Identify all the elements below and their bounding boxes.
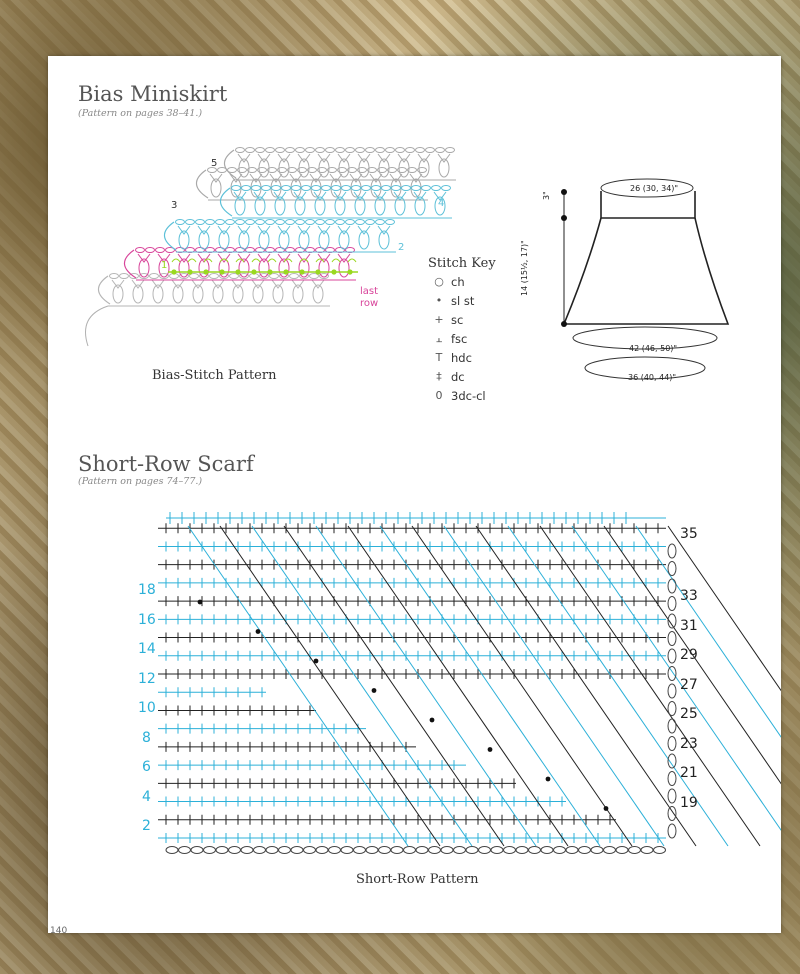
chain-stitch-mark	[366, 148, 375, 153]
edge-chain-mark	[668, 649, 676, 663]
foundation-chain-mark	[329, 847, 341, 854]
edge-chain-mark	[668, 632, 676, 646]
turning-chain	[196, 170, 208, 198]
v-stitch-mark	[278, 226, 290, 234]
chain-stitch-mark	[416, 148, 425, 153]
3dc-cl-icon: 0	[435, 389, 443, 402]
dc-icon: ‡	[436, 370, 442, 383]
bias-row-gray-5	[224, 148, 456, 181]
sl-st-dot-mark	[604, 806, 609, 811]
lime-arc-mark	[348, 259, 356, 262]
foundation-chain-mark	[479, 847, 491, 854]
chain-stitch-mark	[326, 220, 335, 225]
edge-chain-mark	[668, 562, 676, 576]
foundation-chain-mark	[391, 847, 403, 854]
v-stitch-mark	[290, 174, 302, 182]
bias-row-number: 5	[211, 158, 218, 169]
sl-st-dot-mark	[283, 269, 288, 274]
v-stitch-mark	[210, 174, 222, 182]
scarf-right-row-number: 27	[680, 676, 698, 693]
bias-row-number: 1	[161, 260, 168, 271]
foundation-chain-mark	[654, 847, 666, 854]
chain-stitch-mark	[266, 220, 275, 225]
chain-stitch-mark	[276, 148, 285, 153]
v-stitch-mark	[298, 226, 310, 234]
chain-stitch-mark	[186, 220, 195, 225]
foundation-chain-mark	[541, 847, 553, 854]
chain-stitch-mark	[392, 186, 401, 191]
chain-stitch-mark	[246, 148, 255, 153]
chain-stitch-mark	[362, 186, 371, 191]
foundation-chain-mark	[404, 847, 416, 854]
chain-stitch-mark	[150, 274, 159, 279]
scarf-right-row-number: 25	[680, 706, 698, 722]
chain-stitch-mark	[302, 186, 311, 191]
foundation-chain-mark	[504, 847, 516, 854]
chain-stitch-mark	[216, 220, 225, 225]
v-stitch-mark	[438, 154, 450, 162]
chain-stitch-mark	[336, 148, 345, 153]
v-stitch-mark	[278, 154, 290, 162]
sl-st-dot-mark	[219, 269, 224, 274]
sl-st-dot-mark	[256, 629, 261, 634]
chain-stitch-mark	[232, 186, 241, 191]
fsc-icon: ⫠	[435, 332, 443, 345]
foundation-chain-mark	[629, 847, 641, 854]
chain-stitch-mark	[356, 148, 365, 153]
foundation-chain-mark	[441, 847, 453, 854]
turning-chain	[224, 150, 236, 178]
chain-stitch-mark	[110, 274, 119, 279]
foundation-chain-mark	[616, 847, 628, 854]
scarf-right-row-number: 21	[680, 765, 698, 781]
sl-st-dot-mark	[299, 269, 304, 274]
scarf-left-row-number: 8	[142, 729, 151, 746]
v-stitch-mark	[258, 254, 270, 262]
chain-stitch-mark	[432, 186, 441, 191]
short-row-caption: Short-Row Pattern	[356, 872, 479, 887]
scarf-right-row-number: 33	[680, 588, 698, 604]
foundation-chain-mark	[166, 847, 178, 854]
chain-stitch-mark	[136, 248, 145, 253]
foundation-chain-mark	[229, 847, 241, 854]
v-stitch-mark	[292, 280, 304, 288]
chain-stitch-mark	[306, 148, 315, 153]
bias-row-number: 3	[171, 200, 178, 211]
v-stitch-mark	[338, 254, 350, 262]
dim-endpoint-dot	[561, 321, 567, 327]
foundation-chain-mark	[416, 847, 428, 854]
sl-st-dot-mark	[171, 269, 176, 274]
chain-stitch-mark	[312, 186, 321, 191]
stitch-key-label: fsc	[451, 332, 468, 346]
v-stitch-mark	[132, 280, 144, 288]
v-stitch-mark	[350, 174, 362, 182]
v-stitch-mark	[232, 280, 244, 288]
bias-row-teal-4	[220, 186, 452, 219]
stitch-key-label: ch	[451, 275, 465, 289]
foundation-chain-mark	[491, 847, 503, 854]
last-row-label: last	[360, 286, 379, 297]
miniskirt-subtitle: (Pattern on pages 38–41.)	[78, 108, 203, 119]
foundation-chain-mark	[641, 847, 653, 854]
diagonal-stitch-line	[540, 526, 760, 846]
foundation-chain-mark	[341, 847, 353, 854]
v-stitch-mark	[410, 174, 422, 182]
foundation-chain-mark	[554, 847, 566, 854]
foundation-chain-mark	[191, 847, 203, 854]
v-stitch-mark	[238, 226, 250, 234]
last-row-label: row	[360, 298, 379, 309]
chain-stitch-mark	[316, 148, 325, 153]
edge-chain-mark	[668, 719, 676, 733]
v-stitch-mark	[312, 280, 324, 288]
sl-st-dot-mark	[331, 269, 336, 274]
miniskirt-title: Bias Miniskirt	[78, 82, 228, 106]
chain-stitch-mark	[242, 186, 251, 191]
stitch-key-label: dc	[451, 370, 465, 384]
scarf-left-row-number: 10	[138, 700, 156, 716]
diagonal-stitch-line	[316, 526, 536, 846]
chain-stitch-mark	[206, 220, 215, 225]
chain-stitch-mark	[236, 148, 245, 153]
scarf-subtitle: (Pattern on pages 74–77.)	[78, 476, 203, 487]
edge-chain-mark	[668, 702, 676, 716]
stitch-key-label: hdc	[451, 351, 472, 365]
sl-st-dot-mark	[203, 269, 208, 274]
foundation-chain-mark	[254, 847, 266, 854]
scarf-right-row-number: 29	[680, 647, 698, 663]
chain-stitch-mark	[176, 220, 185, 225]
waistband-outline	[601, 191, 695, 218]
v-stitch-mark	[318, 154, 330, 162]
chain-stitch-mark	[276, 220, 285, 225]
scarf-left-row-number: 18	[138, 582, 156, 598]
scarf-title: Short-Row Scarf	[78, 452, 254, 476]
edge-chain-mark	[668, 667, 676, 681]
v-stitch-mark	[252, 280, 264, 288]
scarf-left-row-number: 4	[142, 788, 151, 805]
diagonal-stitch-line	[572, 526, 781, 846]
chain-stitch-mark	[196, 220, 205, 225]
scarf-right-row-number: 35	[680, 526, 698, 542]
edge-chain-mark	[668, 544, 676, 558]
waistband-measurement: 3"	[542, 191, 551, 200]
chain-stitch-mark	[346, 220, 355, 225]
chain-stitch-mark	[256, 220, 265, 225]
chain-stitch-mark	[252, 186, 261, 191]
v-stitch-mark	[298, 254, 310, 262]
chain-stitch-mark	[352, 186, 361, 191]
foundation-chain-mark	[379, 847, 391, 854]
foundation-chain-mark	[566, 847, 578, 854]
chain-stitch-mark	[326, 148, 335, 153]
chain-stitch-mark	[262, 186, 271, 191]
v-stitch-mark	[178, 226, 190, 234]
chain-stitch-mark	[256, 148, 265, 153]
scarf-left-row-number: 12	[138, 670, 156, 687]
lime-arc-mark	[332, 259, 340, 262]
chain-stitch-mark	[322, 186, 331, 191]
chain-stitch-mark	[306, 220, 315, 225]
chain-stitch-mark	[436, 148, 445, 153]
chain-stitch-mark	[446, 148, 455, 153]
chain-stitch-mark	[376, 148, 385, 153]
foundation-chain-mark	[179, 847, 191, 854]
turning-chain	[164, 222, 176, 250]
chain-stitch-mark	[412, 186, 421, 191]
v-stitch-mark	[198, 226, 210, 234]
chain-stitch-mark	[426, 148, 435, 153]
chain-stitch-mark	[296, 148, 305, 153]
lime-arc-mark	[252, 259, 260, 262]
stitch-key-label: sl st	[451, 294, 475, 308]
length-measurement: 14 (15½, 17)"	[520, 240, 529, 296]
chain-stitch-mark	[156, 248, 165, 253]
chain-stitch-mark	[332, 186, 341, 191]
sl-st-dot-mark	[198, 600, 203, 605]
edge-chain-mark	[668, 807, 676, 821]
chain-stitch-mark	[372, 186, 381, 191]
chain-stitch-mark	[396, 148, 405, 153]
v-stitch-mark	[310, 174, 322, 182]
hip-measurement: 42 (46, 50)"	[629, 344, 678, 353]
chain-stitch-mark	[226, 220, 235, 225]
chain-stitch-mark	[236, 220, 245, 225]
v-stitch-mark	[330, 174, 342, 182]
sl-st-dot-mark	[372, 688, 377, 693]
chain-stitch-mark	[146, 248, 155, 253]
v-stitch-mark	[258, 154, 270, 162]
bias-row-gray-lower	[98, 274, 330, 307]
v-stitch-mark	[278, 254, 290, 262]
foundation-chain-mark	[591, 847, 603, 854]
chain-stitch-mark	[402, 186, 411, 191]
v-stitch-mark	[138, 254, 150, 262]
v-stitch-mark	[212, 280, 224, 288]
chain-stitch-mark	[282, 186, 291, 191]
bias-row-number: 4	[438, 198, 445, 209]
scarf-left-row-number: 14	[138, 641, 156, 657]
foundation-chain-mark	[216, 847, 228, 854]
sl-st-dot-mark	[347, 269, 352, 274]
chain-stitch-mark	[296, 220, 305, 225]
scarf-left-row-number: 6	[142, 759, 151, 775]
foundation-chain-mark	[316, 847, 328, 854]
turning-chain	[98, 276, 110, 304]
chain-stitch-mark	[120, 274, 129, 279]
v-stitch-mark	[358, 154, 370, 162]
v-stitch-mark	[270, 174, 282, 182]
v-stitch-mark	[238, 254, 250, 262]
chain-stitch-mark	[356, 220, 365, 225]
v-stitch-mark	[378, 226, 390, 234]
chain-stitch-mark	[376, 220, 385, 225]
stitch-key-label: 3dc-cl	[451, 389, 486, 403]
foundation-chain-mark	[516, 847, 528, 854]
diagonal-stitch-line	[476, 526, 696, 846]
chain-stitch-mark	[210, 274, 219, 279]
bias-row-number: 2	[398, 242, 405, 253]
foundation-chain-mark	[266, 847, 278, 854]
v-stitch-mark	[272, 280, 284, 288]
v-stitch-mark	[378, 154, 390, 162]
foundation-chain-mark	[429, 847, 441, 854]
v-stitch-mark	[418, 154, 430, 162]
edge-chain-mark	[668, 684, 676, 698]
chain-stitch-mark	[422, 186, 431, 191]
chain-stitch-mark	[386, 148, 395, 153]
waist-measurement: 26 (30, 34)"	[630, 184, 679, 193]
v-stitch-mark	[172, 280, 184, 288]
chain-stitch-mark	[286, 220, 295, 225]
bias-row-gray-bottom	[86, 306, 299, 346]
hdc-icon: T	[435, 351, 443, 364]
foundation-chain-mark	[354, 847, 366, 854]
sl-st-dot-mark	[267, 269, 272, 274]
foundation-chain-mark	[204, 847, 216, 854]
v-stitch-mark	[218, 226, 230, 234]
foundation-chain-mark	[279, 847, 291, 854]
chain-stitch-mark	[286, 148, 295, 153]
v-stitch-mark	[358, 226, 370, 234]
lime-arc-mark	[188, 259, 196, 262]
v-stitch-mark	[298, 154, 310, 162]
hem-measurement: 36 (40, 44)"	[628, 373, 677, 382]
edge-chain-mark	[668, 579, 676, 593]
skirt-body-outline	[564, 218, 728, 324]
v-stitch-mark	[318, 254, 330, 262]
book-page	[48, 56, 781, 936]
v-stitch-mark	[338, 226, 350, 234]
foundation-chain-mark	[529, 847, 541, 854]
sc-cross-icon: +	[434, 313, 444, 326]
sl-st-dot-mark	[314, 659, 319, 664]
diagonal-stitch-line	[412, 526, 632, 846]
v-stitch-mark	[218, 254, 230, 262]
v-stitch-mark	[192, 280, 204, 288]
page-number: 140	[50, 926, 68, 936]
sl-st-dot-mark	[235, 269, 240, 274]
foundation-chain-mark	[454, 847, 466, 854]
v-stitch-mark	[152, 280, 164, 288]
bias-stitch-caption: Bias-Stitch Pattern	[152, 368, 277, 383]
scarf-left-row-number: 2	[142, 818, 151, 834]
foundation-chain-mark	[466, 847, 478, 854]
chain-stitch-mark	[292, 186, 301, 191]
sl-st-dot-icon: •	[435, 294, 443, 307]
chain-stitch-mark	[382, 186, 391, 191]
chain-stitch-mark	[266, 148, 275, 153]
chain-stitch-mark	[442, 186, 451, 191]
chain-stitch-mark	[366, 220, 375, 225]
foundation-chain-mark	[304, 847, 316, 854]
diagonal-stitch-line	[348, 526, 568, 846]
foundation-chain-mark	[291, 847, 303, 854]
v-stitch-mark	[318, 226, 330, 234]
v-stitch-mark	[178, 254, 190, 262]
stitch-key-title: Stitch Key	[428, 256, 496, 271]
chain-stitch-mark	[336, 220, 345, 225]
chain-stitch-mark	[406, 148, 415, 153]
edge-chain-mark	[668, 772, 676, 786]
sl-st-dot-mark	[187, 269, 192, 274]
turning-chain	[220, 188, 232, 216]
sl-st-dot-mark	[315, 269, 320, 274]
lime-arc-mark	[268, 259, 276, 262]
chain-stitch-mark	[272, 186, 281, 191]
foundation-chain-mark	[241, 847, 253, 854]
scarf-right-row-number: 23	[680, 735, 698, 752]
diagonal-stitch-line	[220, 526, 440, 846]
bias-row-gray-3	[196, 168, 428, 201]
dim-endpoint-dot	[561, 189, 567, 195]
sl-st-dot-mark	[546, 777, 551, 782]
v-stitch-mark	[250, 174, 262, 182]
v-stitch-mark	[338, 154, 350, 162]
v-stitch-mark	[390, 174, 402, 182]
lime-arc-mark	[172, 259, 180, 262]
diagonal-stitch-line	[252, 526, 472, 846]
diagonal-stitch-line	[444, 526, 664, 846]
sl-st-dot-mark	[430, 718, 435, 723]
foundation-chain-mark	[579, 847, 591, 854]
chain-stitch-mark	[386, 220, 395, 225]
edge-chain-mark	[668, 597, 676, 611]
dim-endpoint-dot	[561, 215, 567, 221]
v-stitch-mark	[370, 174, 382, 182]
v-stitch-mark	[398, 154, 410, 162]
scarf-left-row-number: 16	[138, 611, 156, 628]
edge-chain-mark	[668, 824, 676, 838]
scarf-right-row-number: 31	[680, 617, 698, 634]
stitch-key-label: sc	[451, 313, 464, 327]
scarf-right-row-number: 19	[680, 794, 698, 811]
edge-chain-mark	[668, 789, 676, 803]
foundation-chain-mark	[366, 847, 378, 854]
chain-stitch-mark	[342, 186, 351, 191]
chain-stitch-mark	[290, 274, 299, 279]
edge-chain-mark	[668, 737, 676, 751]
v-stitch-mark	[112, 280, 124, 288]
sl-st-dot-mark	[251, 269, 256, 274]
chain-stitch-mark	[316, 220, 325, 225]
foundation-chain-mark	[604, 847, 616, 854]
chain-stitch-mark	[346, 148, 355, 153]
v-stitch-mark	[198, 254, 210, 262]
v-stitch-mark	[238, 154, 250, 162]
v-stitch-mark	[258, 226, 270, 234]
chain-stitch-mark	[246, 220, 255, 225]
ch-oval-icon: ○	[434, 275, 444, 288]
sl-st-dot-mark	[488, 747, 493, 752]
